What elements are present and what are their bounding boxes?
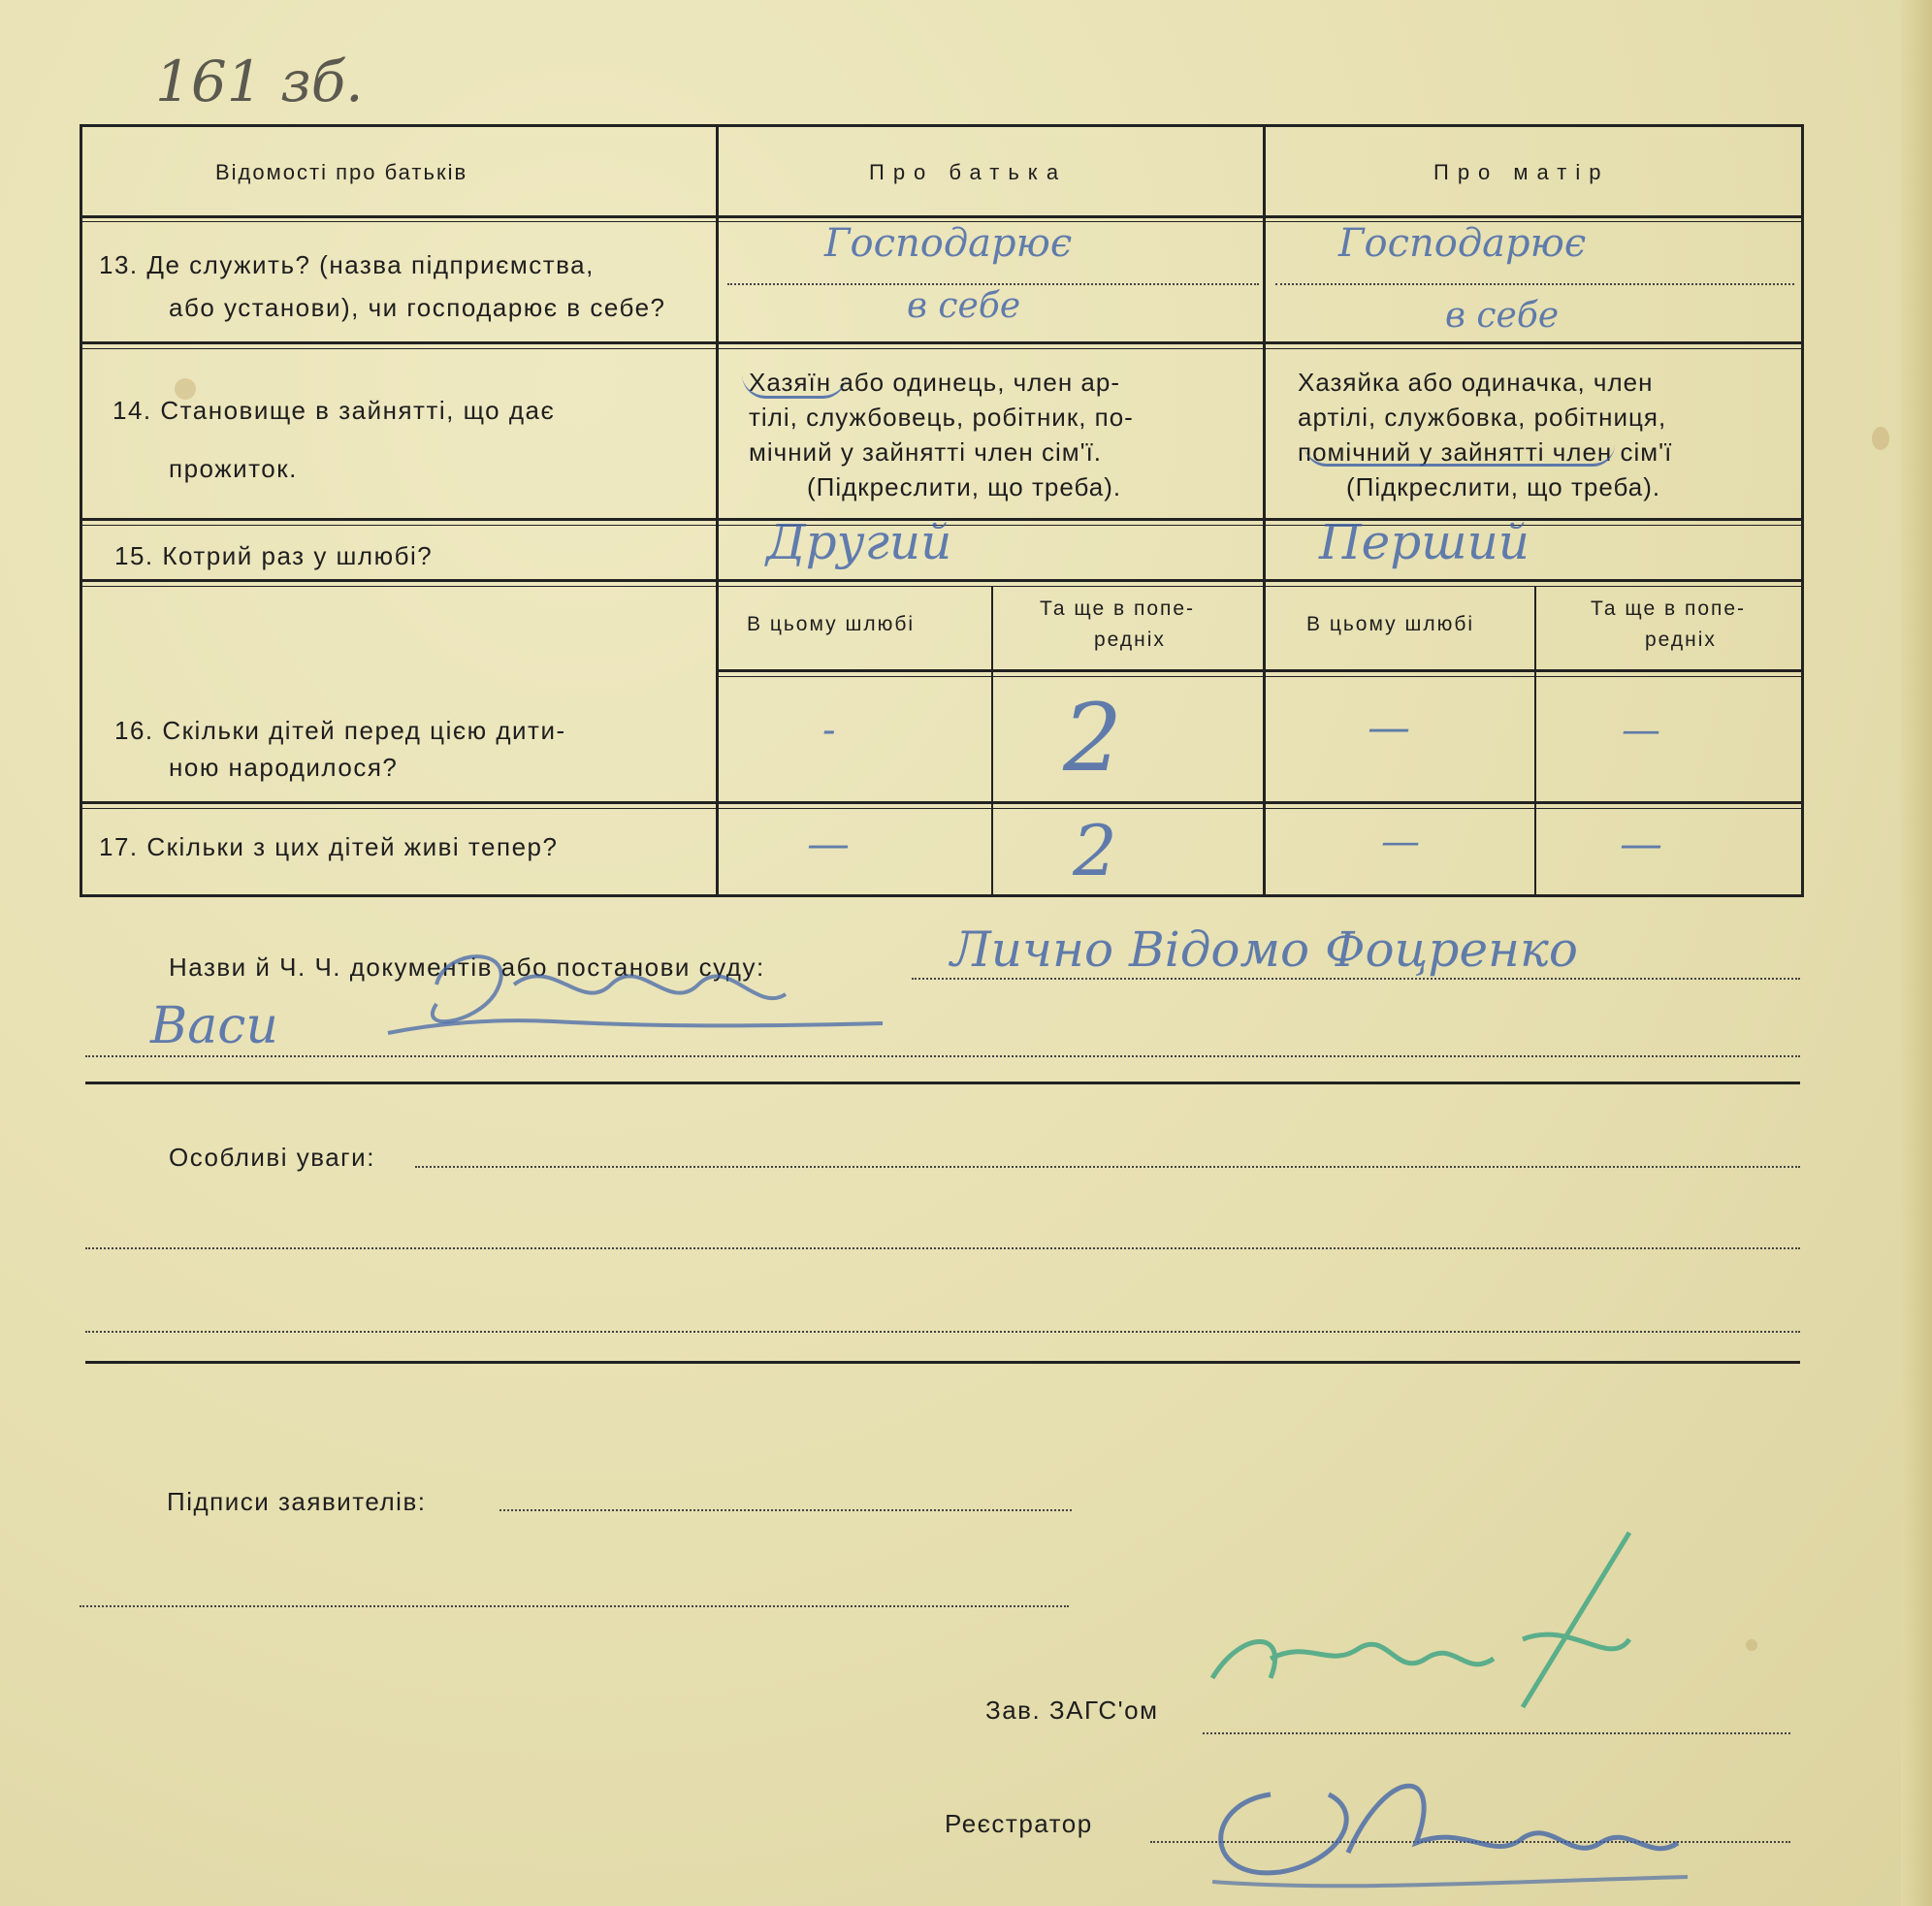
subheader-father-this-marriage: В цьому шлюбі	[747, 613, 916, 635]
q13-label-line1: 13. Де служить? (назва підприємства,	[99, 250, 595, 279]
q13-mother-answer-line1: Господарює	[1338, 221, 1587, 266]
subheader-mother-this-marriage: В цьому шлюбі	[1306, 613, 1475, 635]
q14-father-option-line3: мічний у зайнятті член сім'ї.	[749, 437, 1103, 467]
q15-father-answer: Другий	[766, 514, 952, 570]
q14-label-line1: 14. Становище в зайнятті, що дає	[113, 396, 556, 425]
registrar-signature-scribble	[1193, 1736, 1697, 1901]
q13-father-answer-line2: в себе	[907, 286, 1021, 326]
q16-father-this: -	[822, 708, 836, 753]
q15-label: 15. Котрий раз у шлюбі?	[114, 541, 434, 570]
q15-mother-answer: Перший	[1319, 514, 1530, 570]
q16-label-line2: ною народилося?	[169, 753, 399, 782]
q17-mother-this: —	[1381, 820, 1420, 864]
q16-mother-previous: —	[1622, 708, 1660, 753]
q14-father-option-line4: (Підкреслити, що треба).	[807, 472, 1122, 501]
q16-label-line1: 16. Скільки дітей перед цією дити-	[114, 716, 566, 745]
head-of-registry-label: Зав. ЗАГС'ом	[985, 1696, 1159, 1725]
q17-father-previous: 2	[1073, 810, 1117, 891]
q14-label-line2: прожиток.	[169, 454, 298, 483]
q14-mother-option-line4: (Підкреслити, що треба).	[1346, 472, 1661, 501]
q14-mother-option-line3: помічний у зайнятті член сім'ї	[1298, 437, 1673, 467]
subheader-mother-previous-line2: редніх	[1645, 629, 1717, 651]
q14-father-underline	[742, 374, 847, 399]
registrar-label: Реєстратор	[945, 1809, 1093, 1838]
applicants-signature-label: Підписи заявителів:	[167, 1487, 427, 1516]
q13-label-line2: або установи), чи господарює в себе?	[169, 293, 666, 322]
header-parents-info: Відомості про батьків	[215, 160, 468, 184]
q17-label: 17. Скільки з цих дітей живі тепер?	[99, 832, 559, 861]
header-about-father: Про батька	[869, 160, 1068, 184]
subheader-mother-previous-line1: Та ще в попе-	[1591, 598, 1747, 620]
q17-father-this: —	[807, 820, 850, 869]
paper-stain	[1746, 1639, 1757, 1651]
q14-mother-options	[1298, 365, 1773, 504]
head-signature-scribble	[1203, 1523, 1658, 1717]
documents-label: Назви й Ч. Ч. документів або постанови суду:	[169, 953, 765, 982]
q13-father-answer-line1: Господарює	[824, 221, 1073, 266]
q14-father-option-line1: Хазяїн або одинець, член ар-	[749, 368, 1120, 397]
subheader-father-previous-line2: редніх	[1094, 629, 1166, 651]
q16-mother-this: —	[1368, 703, 1410, 753]
q14-mother-option-line1: Хазяйка або одиначка, член	[1298, 368, 1654, 397]
documents-signature-scribble	[378, 926, 902, 1062]
q17-mother-previous: —	[1620, 820, 1662, 869]
handwritten-page-number: 161 зб.	[155, 48, 364, 114]
header-about-mother: Про матір	[1433, 160, 1610, 184]
documents-handwritten-line1: Лично Відомо Фоцренко	[950, 921, 1578, 978]
q16-father-previous: 2	[1063, 684, 1123, 792]
remarks-label: Особливі уваги:	[169, 1143, 375, 1172]
q14-father-option-line2: тілі, службовець, робітник, по-	[749, 403, 1134, 432]
q14-mother-underline	[1304, 444, 1615, 467]
q13-mother-answer-line2: в себе	[1445, 296, 1560, 336]
paper-stain	[1872, 427, 1889, 450]
q14-mother-option-line2: артілі, службовка, робітниця,	[1298, 403, 1667, 432]
paper-edge	[1901, 0, 1932, 1906]
documents-handwritten-line2: Васи	[150, 997, 278, 1055]
subheader-father-previous-line1: Та ще в попе-	[1040, 598, 1196, 620]
